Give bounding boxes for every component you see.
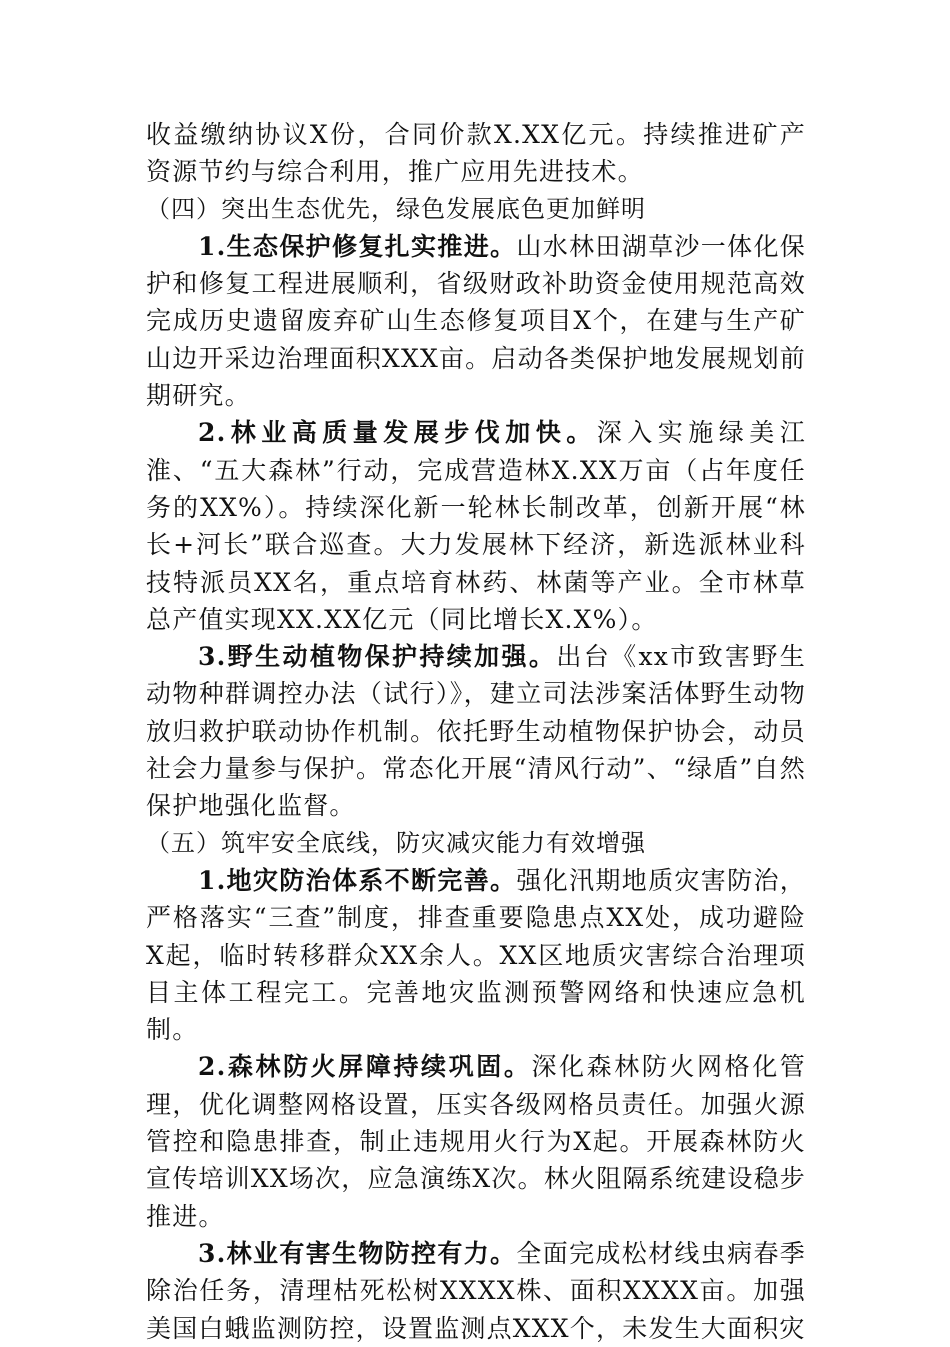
paragraph-lead: 2.森林防火屏障持续巩固。	[198, 1052, 532, 1082]
paragraph-lead: 2.林业高质量发展步伐加快。	[198, 418, 597, 448]
paragraph-lead: 3.野生动植物保护持续加强。	[198, 642, 557, 672]
paragraph-item-geohazard-prevention	[146, 862, 806, 1048]
paragraph-text: 出台《xx市致害野生动物种群调控办法（试行）》，建立司法涉案活体野生动物放归救护联动协作机制。依托野生动植物保护协会，动员社会力量参与保护。常态化开展“清风行动”、“绿盾”自然保护地强化监督。	[146, 642, 806, 821]
paragraph-item-ecological-restoration	[146, 228, 806, 414]
paragraph-lead: 1.地灾防治体系不断完善。	[198, 865, 517, 895]
paragraph-item-pest-control	[146, 1235, 806, 1347]
paragraph-text: 收益缴纳协议X份，合同价款X.XX亿元。持续推进矿产资源节约与综合利用，推广应用先进技术。	[146, 120, 806, 187]
document-body	[146, 116, 806, 1347]
paragraph-continuation	[146, 116, 806, 191]
heading-text: （四）突出生态优先，绿色发展底色更加鲜明	[146, 194, 646, 223]
paragraph-text: 强化汛期地质灾害防治，严格落实“三查”制度，排查重要隐患点XX处，成功避险X起，临时转移群众XX余人。XX区地质灾害综合治理项目主体工程完工。完善地灾监测预警网络和快速应急机制。	[146, 865, 806, 1045]
paragraph-lead: 3.林业有害生物防控有力。	[198, 1238, 517, 1268]
paragraph-text: 全面完成松材线虫病春季除治任务，清理枯死松树XXXX株、面积XXXX亩。加强美国白蛾监测防控，设置监测点XXX个，未发生大面积灾	[146, 1238, 806, 1343]
section-heading-5	[146, 825, 806, 862]
paragraph-item-forestry-development	[146, 414, 806, 638]
section-heading-4	[146, 191, 806, 228]
heading-text: （五）筑牢安全底线，防灾减灾能力有效增强	[146, 828, 646, 857]
paragraph-item-forest-fire-prevention	[146, 1048, 806, 1234]
paragraph-text: 深入实施绿美江淮、“五大森林”行动，完成营造林X.XX万亩（占年度任务的XX%）。持续深化新一轮林长制改革，创新开展“林长+河长”联合巡查。大力发展林下经济，新选派林业科技特派员XX名，重点培育林药、林菌等产业。全市林草总产值实现XX.XX亿元（同比增长X.X%）。	[146, 418, 806, 634]
paragraph-lead: 1.生态保护修复扎实推进。	[198, 231, 517, 261]
paragraph-text: 山水林田湖草沙一体化保护和修复工程进展顺利，省级财政补助资金使用规范高效完成历史遗留废弃矿山生态修复项目X个，在建与生产矿山边开采边治理面积XXX亩。启动各类保护地发展规划前期研究。	[146, 231, 806, 411]
paragraph-item-wildlife-protection	[146, 638, 806, 824]
paragraph-text: 深化森林防火网格化管理，优化调整网格设置，压实各级网格员责任。加强火源管控和隐患排查，制止违规用火行为X起。开展森林防火宣传培训XX场次，应急演练X次。林火阻隔系统建设稳步推进。	[146, 1052, 806, 1231]
